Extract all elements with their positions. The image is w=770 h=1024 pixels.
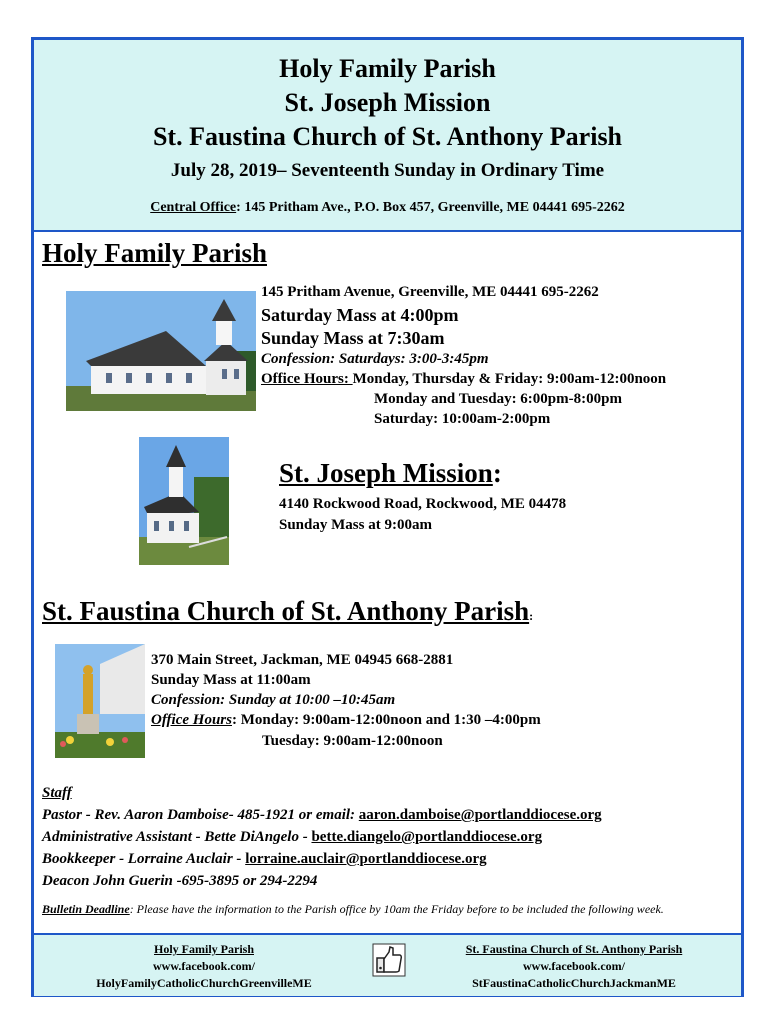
footer-left-title[interactable]: Holy Family Parish <box>154 942 254 956</box>
holy-family-office-line1: Monday, Thursday & Friday: 9:00am-12:00noon <box>352 371 667 387</box>
thumbs-up-icon <box>372 943 406 977</box>
st-faustina-title: St. Faustina Church of St. Anthony Parish <box>42 596 530 626</box>
st-faustina-colon: : <box>529 609 534 623</box>
holy-family-sunday-mass: Sunday Mass at 7:30am <box>261 328 445 348</box>
footer-st-faustina <box>424 941 724 992</box>
footer-holy-family <box>54 941 354 992</box>
holy-family-office-line2: Monday and Tuesday: 6:00pm-8:00pm <box>374 391 622 407</box>
staff-section <box>42 782 602 892</box>
st-joseph-title: St. Joseph Mission <box>279 458 493 488</box>
st-faustina-office-line2: Tuesday: 9:00am-12:00noon <box>262 733 443 749</box>
staff-admin <box>42 826 602 848</box>
holy-family-title: Holy Family Parish <box>42 238 267 268</box>
st-joseph-colon: : <box>492 458 502 488</box>
holy-family-office-hours <box>261 371 666 388</box>
header-title-3: St. Faustina Church of St. Anthony Parish <box>152 122 623 151</box>
st-joseph-heading <box>279 458 502 489</box>
holy-family-saturday-mass: Saturday Mass at 4:00pm <box>261 305 459 325</box>
footer-panel <box>34 933 741 996</box>
st-joseph-mass: Sunday Mass at 9:00am <box>279 517 432 533</box>
st-joseph-church-photo <box>139 437 229 565</box>
st-faustina-heading <box>42 596 533 627</box>
admin-text: Administrative Assistant - Bette DiAngelo - <box>42 829 312 845</box>
staff-label: Staff <box>42 785 72 801</box>
st-joseph-address: 4140 Rockwood Road, Rockwood, ME 04478 <box>279 496 567 512</box>
staff-pastor <box>42 804 602 826</box>
holy-family-confession: Confession: Saturdays: 3:00-3:45pm <box>261 351 489 367</box>
central-office-label: Central Office <box>150 200 237 215</box>
bookkeeper-text: Bookkeeper - Lorraine Auclair - <box>42 851 246 867</box>
staff-bookkeeper <box>42 848 602 870</box>
holy-family-church-photo <box>66 291 256 411</box>
st-faustina-confession: Confession: Sunday at 10:00 –10:45am <box>151 692 396 708</box>
st-faustina-address: 370 Main Street, Jackman, ME 04945 668-2881 <box>151 652 454 668</box>
footer-right-title[interactable]: St. Faustina Church of St. Anthony Parish <box>465 942 683 956</box>
staff-deacon: Deacon John Guerin -695-3895 or 294-2294 <box>42 873 318 889</box>
bulletin-frame <box>31 37 744 997</box>
st-faustina-office-hours <box>151 712 541 729</box>
header-title-2: St. Joseph Mission <box>284 88 491 117</box>
st-faustina-statue-photo <box>55 644 145 758</box>
deadline-label: Bulletin Deadline <box>42 902 130 916</box>
holy-family-address: 145 Pritham Avenue, Greenville, ME 04441 695-2262 <box>261 284 599 300</box>
pastor-email-link[interactable]: aaron.damboise@portlanddiocese.org <box>358 807 602 823</box>
header-panel <box>34 40 741 232</box>
st-faustina-office-line1: : Monday: 9:00am-12:00noon and 1:30 –4:00pm <box>231 712 541 728</box>
st-faustina-office-label: Office Hours <box>151 712 232 728</box>
bulletin-deadline <box>42 902 664 917</box>
st-faustina-mass: Sunday Mass at 11:00am <box>151 672 311 688</box>
footer-right-line1[interactable]: www.facebook.com/ <box>523 959 625 973</box>
bookkeeper-email-link[interactable]: lorraine.auclair@portlanddiocese.org <box>245 851 487 867</box>
deadline-text: : Please have the information to the Parish office by 10am the Friday before to be included the following week. <box>129 902 664 916</box>
central-office <box>34 200 741 216</box>
central-office-text: : 145 Pritham Ave., P.O. Box 457, Greenville, ME 04441 695-2262 <box>236 200 625 215</box>
footer-left-line1[interactable]: www.facebook.com/ <box>153 959 255 973</box>
header-date: July 28, 2019– Seventeenth Sunday in Ordinary Time <box>170 160 605 181</box>
holy-family-office-line3: Saturday: 10:00am-2:00pm <box>374 411 551 427</box>
header-title-1: Holy Family Parish <box>279 54 496 83</box>
footer-right-line2[interactable]: StFaustinaCatholicChurchJackmanME <box>472 976 676 990</box>
holy-family-office-label: Office Hours: <box>261 371 353 387</box>
admin-email-link[interactable]: bette.diangelo@portlanddiocese.org <box>311 829 543 845</box>
pastor-text: Pastor - Rev. Aaron Damboise- 485-1921 or email: <box>42 807 359 823</box>
footer-left-line2[interactable]: HolyFamilyCatholicChurchGreenvilleME <box>96 976 312 990</box>
